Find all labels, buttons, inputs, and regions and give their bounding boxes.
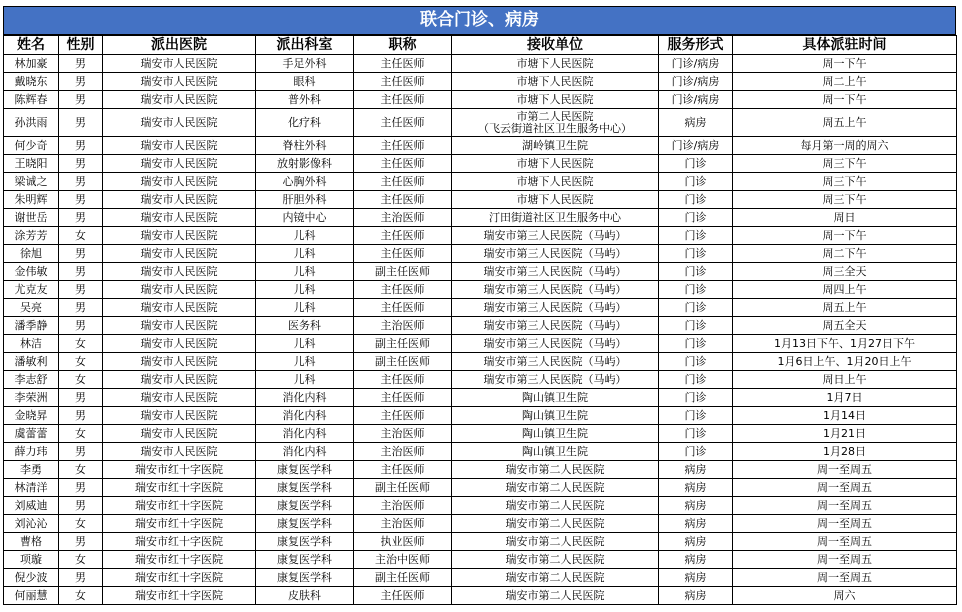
cell-hospital: 瑞安市人民医院	[103, 425, 256, 443]
cell-service: 门诊	[659, 371, 733, 389]
cell-department: 眼科	[256, 73, 354, 91]
cell-gender: 女	[59, 587, 103, 605]
cell-schedule: 每月第一周的周六	[733, 137, 957, 155]
table-row	[4, 569, 957, 587]
cell-department: 儿科	[256, 245, 354, 263]
cell-receiver: 陶山镇卫生院	[452, 389, 659, 407]
table-row	[4, 91, 957, 109]
cell-title: 副主任医师	[354, 479, 452, 497]
cell-gender: 男	[59, 73, 103, 91]
cell-gender: 男	[59, 479, 103, 497]
cell-receiver: 瑞安市第三人民医院（马屿）	[452, 281, 659, 299]
cell-gender: 女	[59, 371, 103, 389]
cell-schedule: 周五全天	[733, 317, 957, 335]
cell-receiver: 陶山镇卫生院	[452, 407, 659, 425]
cell-service: 门诊	[659, 353, 733, 371]
cell-department: 消化内科	[256, 407, 354, 425]
cell-title: 主治医师	[354, 497, 452, 515]
cell-receiver: 市第二人民医院 （飞云街道社区卫生服务中心）	[452, 109, 659, 137]
cell-department: 儿科	[256, 299, 354, 317]
cell-receiver: 瑞安市第二人民医院	[452, 533, 659, 551]
table-row	[4, 533, 957, 551]
cell-hospital: 瑞安市人民医院	[103, 335, 256, 353]
cell-receiver: 陶山镇卫生院	[452, 443, 659, 461]
cell-receiver: 陶山镇卫生院	[452, 425, 659, 443]
cell-hospital: 瑞安市人民医院	[103, 389, 256, 407]
cell-service: 门诊	[659, 335, 733, 353]
col-header-name: 姓名	[4, 36, 59, 55]
cell-receiver: 瑞安市第二人民医院	[452, 551, 659, 569]
cell-schedule: 1月7日	[733, 389, 957, 407]
cell-schedule: 周一至周五	[733, 515, 957, 533]
cell-service: 门诊	[659, 173, 733, 191]
cell-department: 康复医学科	[256, 533, 354, 551]
table-row	[4, 389, 957, 407]
cell-name: 曹格	[4, 533, 59, 551]
table-row	[4, 55, 957, 73]
cell-schedule: 1月14日	[733, 407, 957, 425]
cell-hospital: 瑞安市红十字医院	[103, 533, 256, 551]
cell-gender: 女	[59, 515, 103, 533]
cell-schedule: 周二上午	[733, 73, 957, 91]
table-row	[4, 317, 957, 335]
cell-department: 肝胆外科	[256, 191, 354, 209]
cell-receiver: 市塘下人民医院	[452, 155, 659, 173]
cell-title: 主任医师	[354, 407, 452, 425]
cell-service: 门诊	[659, 263, 733, 281]
cell-hospital: 瑞安市人民医院	[103, 353, 256, 371]
table-row	[4, 191, 957, 209]
cell-hospital: 瑞安市红十字医院	[103, 551, 256, 569]
cell-service: 门诊	[659, 245, 733, 263]
col-header-hospital: 派出医院	[103, 36, 256, 55]
cell-service: 病房	[659, 461, 733, 479]
cell-name: 孙洪雨	[4, 109, 59, 137]
col-header-receiver: 接收单位	[452, 36, 659, 55]
cell-service: 门诊/病房	[659, 91, 733, 109]
cell-hospital: 瑞安市人民医院	[103, 227, 256, 245]
cell-receiver: 汀田街道社区卫生服务中心	[452, 209, 659, 227]
cell-name: 朱明辉	[4, 191, 59, 209]
cell-schedule: 周一至周五	[733, 461, 957, 479]
cell-department: 康复医学科	[256, 569, 354, 587]
cell-name: 潘季静	[4, 317, 59, 335]
cell-gender: 男	[59, 299, 103, 317]
cell-receiver: 瑞安市第三人民医院（马屿）	[452, 335, 659, 353]
cell-department: 康复医学科	[256, 497, 354, 515]
cell-receiver: 市塘下人民医院	[452, 73, 659, 91]
cell-name: 潘敏利	[4, 353, 59, 371]
cell-name: 陈辉春	[4, 91, 59, 109]
cell-gender: 女	[59, 353, 103, 371]
col-header-gender: 性别	[59, 36, 103, 55]
cell-title: 主治医师	[354, 317, 452, 335]
cell-title: 主任医师	[354, 191, 452, 209]
table-body	[4, 55, 957, 605]
table-row	[4, 263, 957, 281]
cell-schedule: 周六	[733, 587, 957, 605]
cell-department: 消化内科	[256, 443, 354, 461]
cell-name: 涂芳芳	[4, 227, 59, 245]
cell-title: 副主任医师	[354, 569, 452, 587]
table-row	[4, 515, 957, 533]
cell-service: 病房	[659, 533, 733, 551]
cell-receiver: 瑞安市第二人民医院	[452, 569, 659, 587]
table-row	[4, 587, 957, 605]
cell-receiver: 瑞安市第二人民医院	[452, 587, 659, 605]
cell-receiver: 瑞安市第三人民医院（马屿）	[452, 263, 659, 281]
cell-gender: 男	[59, 407, 103, 425]
cell-title: 主任医师	[354, 461, 452, 479]
sheet-title: 联合门诊、病房	[3, 6, 956, 35]
cell-name: 王晓阳	[4, 155, 59, 173]
cell-schedule: 1月6日上午、1月20日上午	[733, 353, 957, 371]
cell-gender: 女	[59, 551, 103, 569]
table-row	[4, 299, 957, 317]
cell-title: 主任医师	[354, 155, 452, 173]
cell-hospital: 瑞安市人民医院	[103, 263, 256, 281]
cell-schedule: 周四上午	[733, 281, 957, 299]
cell-department: 消化内科	[256, 389, 354, 407]
cell-title: 主任医师	[354, 245, 452, 263]
cell-name: 李荣洲	[4, 389, 59, 407]
cell-name: 虞蕾蕾	[4, 425, 59, 443]
cell-schedule: 周五上午	[733, 299, 957, 317]
cell-service: 病房	[659, 109, 733, 137]
cell-name: 戴晓东	[4, 73, 59, 91]
cell-hospital: 瑞安市人民医院	[103, 73, 256, 91]
cell-receiver: 湖岭镇卫生院	[452, 137, 659, 155]
cell-schedule: 周一至周五	[733, 497, 957, 515]
cell-service: 门诊	[659, 281, 733, 299]
cell-service: 病房	[659, 497, 733, 515]
cell-title: 主任医师	[354, 389, 452, 407]
cell-service: 门诊/病房	[659, 73, 733, 91]
cell-service: 门诊	[659, 227, 733, 245]
cell-hospital: 瑞安市人民医院	[103, 407, 256, 425]
cell-hospital: 瑞安市人民医院	[103, 443, 256, 461]
cell-department: 儿科	[256, 335, 354, 353]
cell-hospital: 瑞安市人民医院	[103, 55, 256, 73]
cell-name: 吴亮	[4, 299, 59, 317]
cell-name: 尤克友	[4, 281, 59, 299]
cell-gender: 男	[59, 389, 103, 407]
cell-receiver: 市塘下人民医院	[452, 173, 659, 191]
cell-gender: 男	[59, 155, 103, 173]
cell-schedule: 周一至周五	[733, 551, 957, 569]
cell-hospital: 瑞安市人民医院	[103, 245, 256, 263]
cell-title: 主任医师	[354, 109, 452, 137]
cell-title: 执业医师	[354, 533, 452, 551]
cell-schedule: 周三下午	[733, 191, 957, 209]
cell-title: 主任医师	[354, 587, 452, 605]
cell-department: 放射影像科	[256, 155, 354, 173]
cell-name: 何丽慧	[4, 587, 59, 605]
cell-department: 心胸外科	[256, 173, 354, 191]
cell-gender: 女	[59, 461, 103, 479]
cell-department: 脊柱外科	[256, 137, 354, 155]
table-row	[4, 73, 957, 91]
cell-hospital: 瑞安市红十字医院	[103, 479, 256, 497]
cell-service: 门诊	[659, 299, 733, 317]
cell-receiver: 瑞安市第三人民医院（马屿）	[452, 317, 659, 335]
cell-department: 康复医学科	[256, 479, 354, 497]
cell-service: 门诊/病房	[659, 55, 733, 73]
cell-department: 医务科	[256, 317, 354, 335]
cell-gender: 男	[59, 281, 103, 299]
cell-service: 门诊	[659, 425, 733, 443]
cell-schedule: 周一下午	[733, 227, 957, 245]
cell-schedule: 周一下午	[733, 91, 957, 109]
table-row	[4, 551, 957, 569]
cell-hospital: 瑞安市红十字医院	[103, 461, 256, 479]
cell-service: 病房	[659, 515, 733, 533]
cell-department: 化疗科	[256, 109, 354, 137]
col-header-title: 职称	[354, 36, 452, 55]
cell-title: 主任医师	[354, 55, 452, 73]
table-row	[4, 227, 957, 245]
table-row	[4, 461, 957, 479]
cell-schedule: 周一至周五	[733, 533, 957, 551]
cell-service: 病房	[659, 551, 733, 569]
cell-schedule: 周日	[733, 209, 957, 227]
cell-title: 主治医师	[354, 515, 452, 533]
spreadsheet	[3, 6, 956, 605]
cell-gender: 男	[59, 497, 103, 515]
cell-title: 主任医师	[354, 137, 452, 155]
header-row	[4, 36, 957, 55]
table-row	[4, 479, 957, 497]
cell-hospital: 瑞安市人民医院	[103, 209, 256, 227]
cell-schedule: 周一下午	[733, 55, 957, 73]
cell-title: 主任医师	[354, 371, 452, 389]
cell-department: 儿科	[256, 371, 354, 389]
cell-service: 门诊	[659, 317, 733, 335]
cell-department: 儿科	[256, 263, 354, 281]
cell-gender: 男	[59, 191, 103, 209]
cell-receiver: 瑞安市第三人民医院（马屿）	[452, 371, 659, 389]
col-header-schedule: 具体派驻时间	[733, 36, 957, 55]
cell-name: 项璇	[4, 551, 59, 569]
cell-gender: 男	[59, 569, 103, 587]
cell-name: 李志舒	[4, 371, 59, 389]
cell-name: 金伟敏	[4, 263, 59, 281]
table-row	[4, 137, 957, 155]
cell-service: 门诊	[659, 407, 733, 425]
cell-title: 主任医师	[354, 91, 452, 109]
cell-gender: 男	[59, 317, 103, 335]
cell-service: 门诊	[659, 443, 733, 461]
cell-department: 内镜中心	[256, 209, 354, 227]
cell-service: 病房	[659, 587, 733, 605]
col-header-department: 派出科室	[256, 36, 354, 55]
cell-hospital: 瑞安市人民医院	[103, 155, 256, 173]
cell-schedule: 周五上午	[733, 109, 957, 137]
table-row	[4, 335, 957, 353]
cell-hospital: 瑞安市人民医院	[103, 299, 256, 317]
cell-schedule: 周日上午	[733, 371, 957, 389]
cell-receiver: 瑞安市第二人民医院	[452, 497, 659, 515]
cell-receiver: 市塘下人民医院	[452, 191, 659, 209]
cell-name: 薛力玮	[4, 443, 59, 461]
cell-department: 皮肤科	[256, 587, 354, 605]
cell-hospital: 瑞安市人民医院	[103, 281, 256, 299]
cell-service: 门诊/病房	[659, 137, 733, 155]
cell-gender: 男	[59, 443, 103, 461]
cell-title: 副主任医师	[354, 335, 452, 353]
cell-department: 普外科	[256, 91, 354, 109]
cell-hospital: 瑞安市人民医院	[103, 109, 256, 137]
cell-receiver: 瑞安市第三人民医院（马屿）	[452, 353, 659, 371]
cell-schedule: 1月21日	[733, 425, 957, 443]
cell-hospital: 瑞安市人民医院	[103, 191, 256, 209]
cell-receiver: 瑞安市第二人民医院	[452, 461, 659, 479]
cell-schedule: 周三全天	[733, 263, 957, 281]
cell-hospital: 瑞安市人民医院	[103, 91, 256, 109]
cell-schedule: 1月28日	[733, 443, 957, 461]
cell-name: 何少奇	[4, 137, 59, 155]
cell-department: 康复医学科	[256, 551, 354, 569]
cell-title: 主治医师	[354, 209, 452, 227]
cell-gender: 男	[59, 109, 103, 137]
cell-receiver: 市塘下人民医院	[452, 91, 659, 109]
cell-gender: 女	[59, 425, 103, 443]
cell-schedule: 周三下午	[733, 155, 957, 173]
cell-department: 儿科	[256, 281, 354, 299]
table-row	[4, 353, 957, 371]
cell-title: 主任医师	[354, 73, 452, 91]
cell-gender: 男	[59, 137, 103, 155]
cell-department: 康复医学科	[256, 461, 354, 479]
cell-receiver: 瑞安市第三人民医院（马屿）	[452, 245, 659, 263]
cell-name: 林洁	[4, 335, 59, 353]
cell-title: 主任医师	[354, 227, 452, 245]
cell-gender: 男	[59, 91, 103, 109]
table-row	[4, 173, 957, 191]
cell-title: 主治中医师	[354, 551, 452, 569]
cell-receiver: 市塘下人民医院	[452, 55, 659, 73]
cell-gender: 男	[59, 173, 103, 191]
cell-title: 主治医师	[354, 443, 452, 461]
cell-hospital: 瑞安市红十字医院	[103, 497, 256, 515]
table-row	[4, 425, 957, 443]
cell-schedule: 周一至周五	[733, 569, 957, 587]
cell-department: 手足外科	[256, 55, 354, 73]
cell-hospital: 瑞安市人民医院	[103, 317, 256, 335]
cell-hospital: 瑞安市红十字医院	[103, 587, 256, 605]
cell-gender: 女	[59, 335, 103, 353]
cell-title: 副主任医师	[354, 263, 452, 281]
cell-schedule: 周三下午	[733, 173, 957, 191]
cell-name: 刘威迪	[4, 497, 59, 515]
table-row	[4, 109, 957, 137]
cell-service: 门诊	[659, 209, 733, 227]
cell-department: 消化内科	[256, 425, 354, 443]
cell-title: 主任医师	[354, 173, 452, 191]
cell-hospital: 瑞安市红十字医院	[103, 569, 256, 587]
cell-receiver: 瑞安市第三人民医院（马屿）	[452, 299, 659, 317]
cell-receiver: 瑞安市第二人民医院	[452, 515, 659, 533]
cell-gender: 女	[59, 227, 103, 245]
cell-name: 徐旭	[4, 245, 59, 263]
cell-service: 门诊	[659, 389, 733, 407]
cell-department: 儿科	[256, 227, 354, 245]
cell-hospital: 瑞安市人民医院	[103, 137, 256, 155]
cell-name: 梁诚之	[4, 173, 59, 191]
cell-schedule: 周二下午	[733, 245, 957, 263]
cell-department: 儿科	[256, 353, 354, 371]
cell-gender: 男	[59, 55, 103, 73]
cell-name: 谢世岳	[4, 209, 59, 227]
cell-schedule: 1月13日下午、1月27日下午	[733, 335, 957, 353]
cell-receiver: 瑞安市第二人民医院	[452, 479, 659, 497]
cell-title: 主治医师	[354, 425, 452, 443]
cell-gender: 男	[59, 209, 103, 227]
cell-name: 李勇	[4, 461, 59, 479]
cell-hospital: 瑞安市红十字医院	[103, 515, 256, 533]
cell-service: 门诊	[659, 191, 733, 209]
cell-gender: 男	[59, 245, 103, 263]
cell-gender: 男	[59, 533, 103, 551]
cell-name: 倪少波	[4, 569, 59, 587]
cell-gender: 男	[59, 263, 103, 281]
cell-department: 康复医学科	[256, 515, 354, 533]
table-row	[4, 497, 957, 515]
table-row	[4, 281, 957, 299]
cell-service: 病房	[659, 479, 733, 497]
cell-title: 副主任医师	[354, 353, 452, 371]
cell-title: 主任医师	[354, 281, 452, 299]
schedule-table	[3, 35, 957, 605]
cell-hospital: 瑞安市人民医院	[103, 173, 256, 191]
table-row	[4, 443, 957, 461]
table-row	[4, 209, 957, 227]
cell-receiver: 瑞安市第三人民医院（马屿）	[452, 227, 659, 245]
cell-service: 病房	[659, 569, 733, 587]
table-row	[4, 407, 957, 425]
cell-name: 金晓昇	[4, 407, 59, 425]
cell-name: 林清洋	[4, 479, 59, 497]
cell-name: 刘沁沁	[4, 515, 59, 533]
cell-schedule: 周一至周五	[733, 479, 957, 497]
cell-service: 门诊	[659, 155, 733, 173]
table-row	[4, 245, 957, 263]
table-row	[4, 371, 957, 389]
cell-hospital: 瑞安市人民医院	[103, 371, 256, 389]
cell-title: 主任医师	[354, 299, 452, 317]
col-header-service: 服务形式	[659, 36, 733, 55]
cell-name: 林加豪	[4, 55, 59, 73]
table-row	[4, 155, 957, 173]
